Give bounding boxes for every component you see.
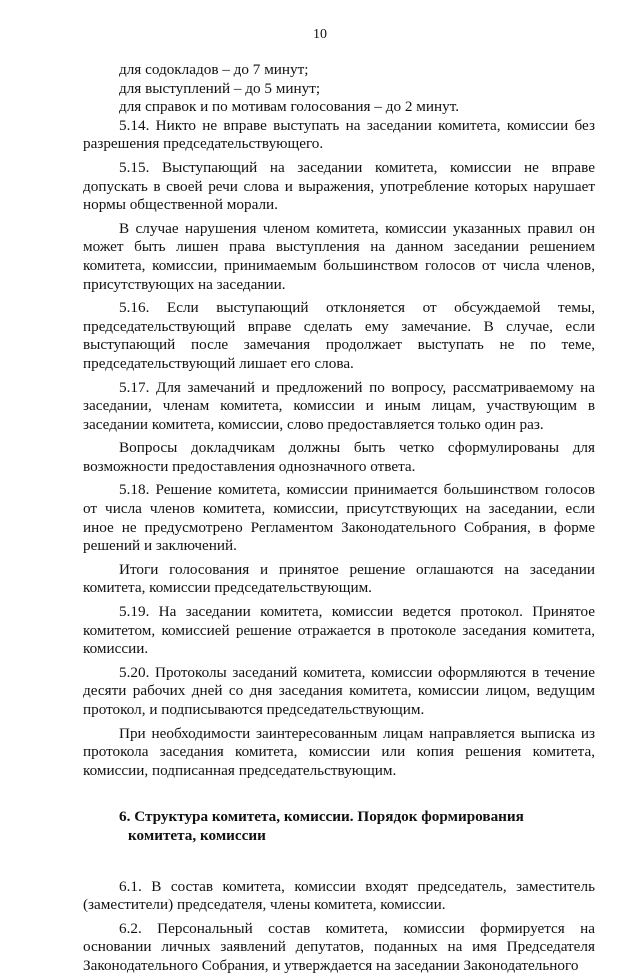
paragraph: 6.1. В состав комитета, комиссии входят председатель, заместитель (заместители) председателя, члены комитета, комиссии. xyxy=(83,877,595,914)
page-number: 10 xyxy=(313,27,327,42)
document-body xyxy=(83,61,595,976)
paragraph: В случае нарушения членом комитета, комиссии указанных правил он может быть лишен права выступления на данном заседании решением комитета, комиссии, принимаемым большинством голосов от числа членов, присутствующих на заседании. xyxy=(83,219,595,293)
paragraph: для справок и по мотивам голосования – до 2 минут. xyxy=(119,98,459,116)
paragraph: 5.17. Для замечаний и предложений по вопросу, рассматриваемому на заседании, членам комитета, комиссии и иным лицам, участвующим в заседании комитета, комиссии, слово предоставляется только один раз. xyxy=(83,378,595,433)
paragraph: 5.15. Выступающий на заседании комитета, комиссии не вправе допускать в своей речи слова и выражения, употребление которых нарушает нормы общественной морали. xyxy=(83,158,595,214)
paragraph: Вопросы докладчикам должны быть четко сформулированы для возможности предоставления однозначного ответа. xyxy=(83,439,595,475)
paragraph: 6.2. Персональный состав комитета, комиссии формируется на основании личных заявлений депутатов, поданных на имя Председателя Законодательного Собрания, и утверждается на заседании Законодательного xyxy=(83,919,595,974)
section-heading-line: комитета, комиссии xyxy=(128,826,266,844)
paragraph: для выступлений – до 5 минут; xyxy=(119,79,321,97)
section-heading-line: 6. Структура комитета, комиссии. Порядок формирования xyxy=(119,808,524,826)
paragraph: Итоги голосования и принятое решение оглашаются на заседании комитета, комиссии председательствующим. xyxy=(83,560,595,597)
paragraph: 5.14. Никто не вправе выступать на заседании комитета, комиссии без разрешения председательствующего. xyxy=(83,116,595,153)
paragraph: 5.18. Решение комитета, комиссии принимается большинством голосов от числа членов комитета, комиссии, присутствующих на заседании, если иное не предусмотрено Регламентом Законодательного Собрания, в форме решений и заключений. xyxy=(83,481,595,555)
paragraph: 5.19. На заседании комитета, комиссии ведется протокол. Принятое комитетом, комиссией решение отражается в протоколе заседания комитета, комиссии. xyxy=(83,603,595,658)
paragraph: для содокладов – до 7 минут; xyxy=(119,61,309,78)
paragraph: 5.16. Если выступающий отклоняется от обсуждаемой темы, председательствующий вправе сделать ему замечание. В случае, если выступающий после замечания продолжает выступать не по теме, председательствующий лишает его слова. xyxy=(83,299,595,372)
paragraph: При необходимости заинтересованным лицам направляется выписка из протокола заседания комитета, комиссии или копия решения комитета, комиссии, подписанная председательствующим. xyxy=(83,724,595,779)
section-heading xyxy=(83,808,595,845)
paragraph: 5.20. Протоколы заседаний комитета, комиссии оформляются в течение десяти рабочих дней со дня заседания комитета, комиссии лицом, ведущим протокол, и подписываются председательствующим. xyxy=(83,663,595,718)
